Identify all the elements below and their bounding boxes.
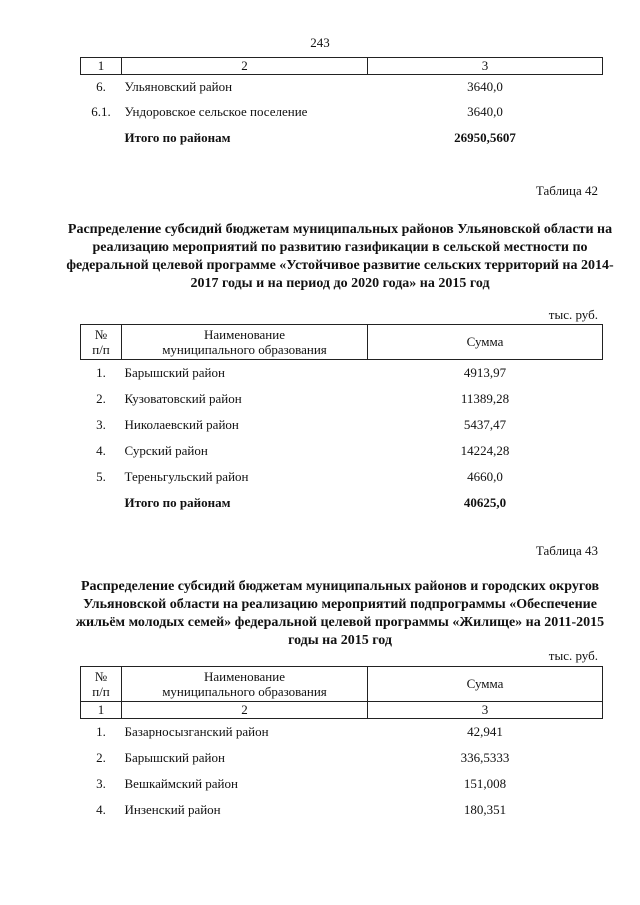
table-row [81,386,603,412]
row-name: Базарносызганский район [124,723,269,739]
row-number: 6.1. [91,104,111,119]
col-number-1: 1 [81,702,122,719]
table-42-unit: тыс. руб. [548,307,598,322]
col-number-3: 3 [368,58,603,75]
header-name: Наименование муниципального образования [122,325,368,360]
col-number-2: 2 [122,702,368,719]
row-name: Ундоровское сельское поселение [124,104,308,119]
header-sum: Сумма [368,325,603,360]
col-number-1: 1 [81,58,122,75]
row-sum: 42,941 [467,723,503,739]
table-row [81,797,603,823]
row-sum: 336,5333 [460,749,510,765]
total-sum: 40625,0 [463,494,507,510]
row-sum: 151,008 [463,775,507,791]
table-42-caption: Таблица 42 [535,183,598,198]
row-name: Инзенский район [124,801,221,817]
total-row [81,490,603,516]
table-row [81,75,603,100]
row-name: Тереньгульский район [124,468,249,484]
total-label: Итого по районам [124,129,231,145]
header-number: № п/п [81,325,122,360]
row-name: Барышский район [124,749,225,765]
column-numbers-row [81,702,603,719]
table-43-unit: тыс. руб. [548,648,598,663]
table-row [81,360,603,386]
row-number: 4. [96,801,106,817]
row-number: 2. [96,390,106,406]
table-43 [80,666,603,823]
total-label: Итого по районам [124,494,231,510]
row-number: 6. [96,79,106,95]
row-number: 1. [96,723,106,739]
total-row [81,125,603,151]
table-42-title: Распределение субсидий бюджетам муниципальных районов Ульяновской области на реализацию мероприятий по развитию газификации в сельской местности по федеральной целевой программе «Устойчивое развитие сельских территорий на 2014-2017 годы и на период до 2020 года» на 2015 год [66,222,614,291]
row-name: Ульяновский район [124,79,233,95]
row-name: Кузоватовский район [124,390,242,406]
row-name: Сурский район [124,442,208,458]
row-number: 3. [96,416,106,432]
header-name: Наименование муниципального образования [122,667,368,702]
row-sum: 4660,0 [467,468,503,484]
page-number: 243 [310,35,330,50]
row-number: 3. [96,775,106,791]
row-sum: 4913,97 [463,364,507,380]
row-number: 5. [96,468,106,484]
row-number: 2. [96,749,106,765]
row-sum: 3640,0 [467,104,503,119]
row-sum: 180,351 [463,801,507,817]
table-42 [80,324,603,516]
col-number-3: 3 [368,702,603,719]
row-name: Николаевский район [124,416,239,432]
table-row [81,438,603,464]
table-43-title: Распределение субсидий бюджетам муниципальных районов и городских округов Ульяновской области на реализацию мероприятий подпрограммы «Обеспечение жильём молодых семей» федеральной целевой программы «Жилище» на 2011-2015 годы на 2015 год [75,579,605,648]
table-row [81,719,603,745]
row-sum: 3640,0 [467,79,503,95]
table-row [81,771,603,797]
total-sum: 26950,5607 [454,129,516,145]
row-number: 1. [96,364,106,380]
table-row [81,745,603,771]
table-header-row [81,325,603,360]
table-row [81,100,603,125]
row-name: Барышский район [124,364,225,380]
continued-table [80,57,603,151]
col-number-2: 2 [122,58,368,75]
row-sum: 5437,47 [463,416,507,432]
row-sum: 14224,28 [460,442,510,458]
table-row [81,412,603,438]
table-row [81,464,603,490]
table-header-row [81,58,603,75]
table-43-caption: Таблица 43 [535,543,598,558]
table-header-row [81,667,603,702]
row-number: 4. [96,442,106,458]
row-name: Вешкаймский район [124,775,238,791]
header-number: № п/п [81,667,122,702]
header-sum: Сумма [368,667,603,702]
row-sum: 11389,28 [460,390,510,406]
